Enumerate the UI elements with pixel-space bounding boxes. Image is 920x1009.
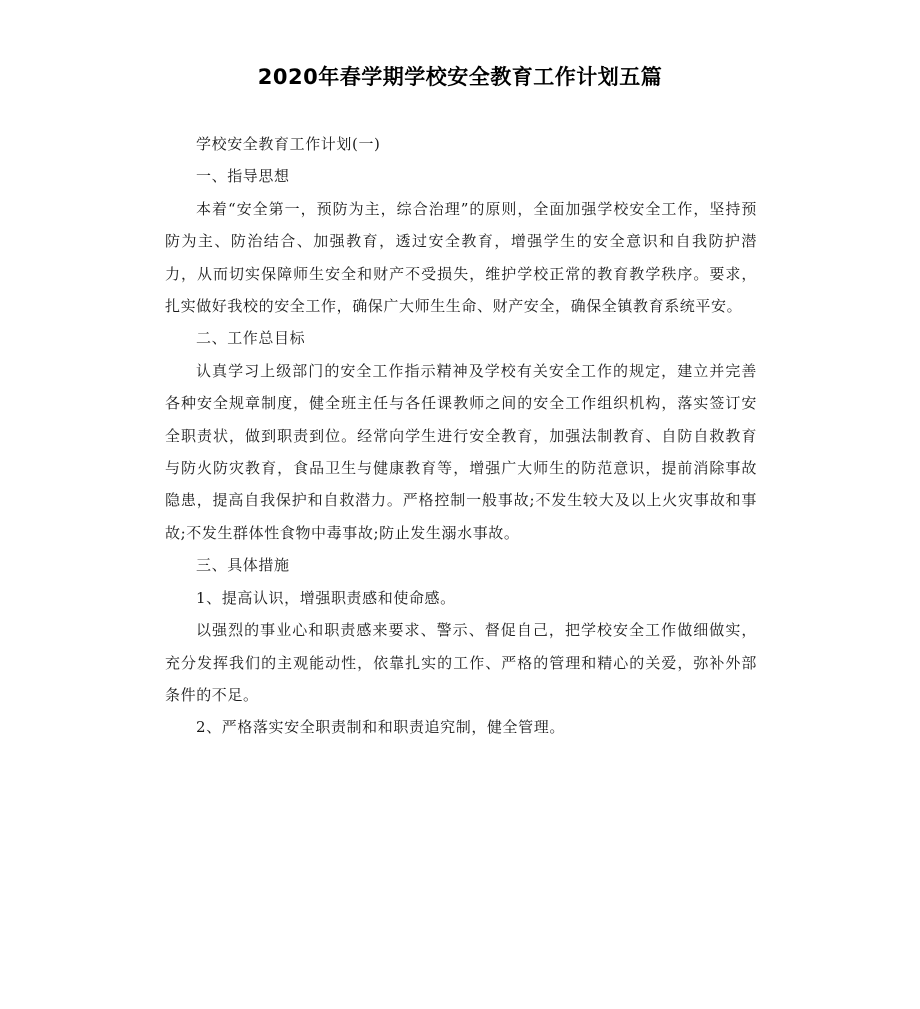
- section-heading-guiding-thought: 一、指导思想: [196, 167, 290, 186]
- measure-item-2: 2、严格落实安全职责制和和职责追究制，健全管理。: [196, 718, 565, 737]
- section-heading-overall-goal: 二、工作总目标: [196, 329, 306, 348]
- paragraph-overall-goal: 认真学习上级部门的安全工作指示精神及学校有关安全工作的规定，建立并完善各种安全规章制度，健全班主任与各任课教师之间的安全工作组织机构，落实签订安全职责状，做到职责到位。经常向学生进行安全教育，加强法制教育、自防自救教育与防火防灾教育，食品卫生与健康教育等，增强广大师生的防范意识，提前消除事故隐患，提高自我保护和自救潜力。严格控制一般事故;不发生较大及以上火灾事故和事故;不发生群体性食物中毒事故;防止发生溺水事故。: [165, 361, 757, 542]
- section-heading-plan-one: 学校安全教育工作计划(一): [196, 135, 381, 153]
- paragraph-guiding-thought: 本着“安全第一，预防为主，综合治理”的原则，全面加强学校安全工作，坚持预防为主、防治结合、加强教育，透过安全教育，增强学生的安全意识和自我防护潜力，从而切实保障师生安全和财产不受损失，维护学校正常的教育教学秩序。要求，扎实做好我校的安全工作，确保广大师生生命、财产安全，确保全镇教育系统平安。: [165, 199, 757, 316]
- paragraph-measure-1: 以强烈的事业心和职责感来要求、警示、督促自己，把学校安全工作做细做实，充分发挥我们的主观能动性，依靠扎实的工作、严格的管理和精心的关爱，弥补外部条件的不足。: [165, 621, 757, 704]
- measure-item-1: 1、提高认识，增强职责感和使命感。: [196, 588, 456, 607]
- section-heading-measures: 三、具体措施: [196, 556, 290, 575]
- document-title: 2020年春学期学校安全教育工作计划五篇: [257, 65, 663, 89]
- document-body: [165, 128, 757, 744]
